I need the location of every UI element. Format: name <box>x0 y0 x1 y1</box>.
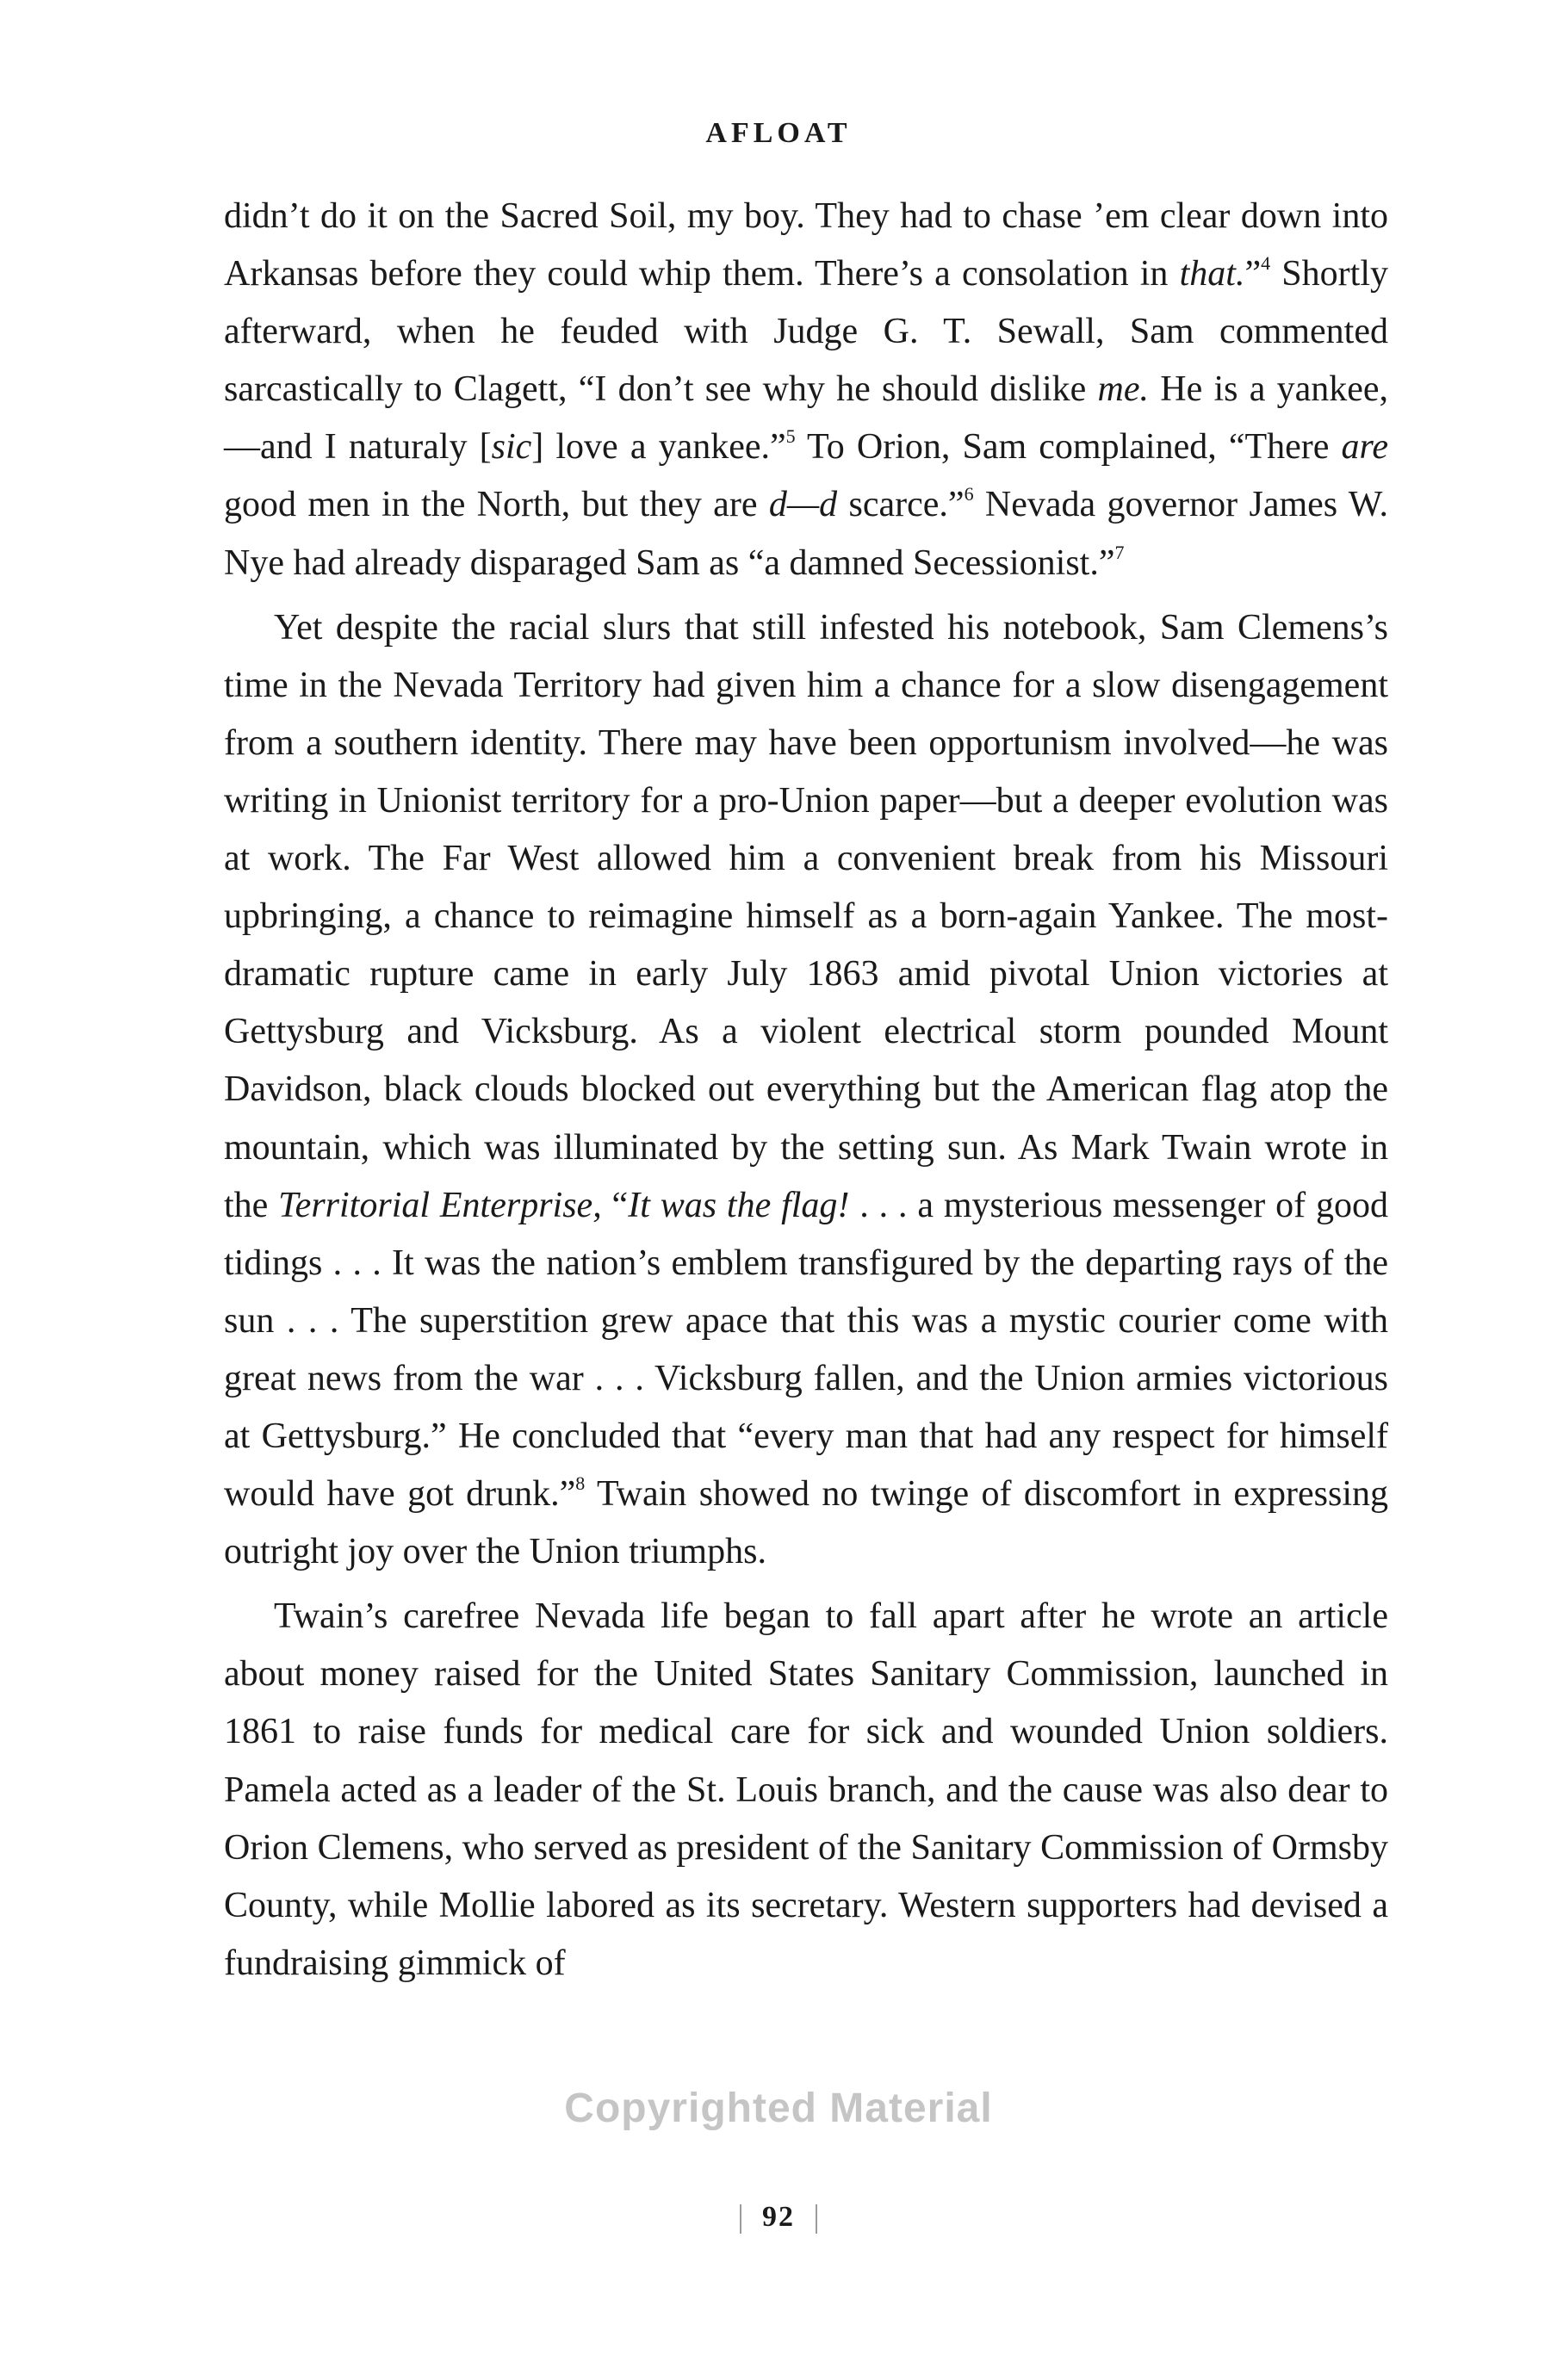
italic-run: Territorial Enterprise, <box>278 1185 602 1225</box>
text-run: . . . a mysterious messenger of good tidings . . . It was the nation’s emblem transfigured by the departing rays of the sun . . . The superstition grew apace that this was a mystic courier come with great news from the war . . . Vicksburg fallen, and the Union armies victorious at Gettysburg.” He concluded that “every man that had any respect for himself would have got drunk.” <box>224 1185 1388 1515</box>
copyright-watermark: Copyrighted Material <box>564 2086 993 2131</box>
paragraph-2 <box>224 599 1388 1582</box>
text-run: scarce.” <box>837 485 965 525</box>
text-run: Yet despite the racial slurs that still infested his notebook, Sam Clemens’s time in the Nevada Territory had given him a chance for a slow disengagement from a southern identity. There may have been opportunism involved—he was writing in Unionist territory for a pro-Union paper—but a deeper evolution was at work. The Far West allowed him a convenient break from his Missouri upbringing, a chance to reimagine himself as a born-again Yankee. The most-dramatic rupture came in early July 1863 amid pivotal Union victories at Gettysburg and Vicksburg. As a violent electrical storm pounded Mount Davidson, black clouds blocked out everything but the American flag atop the mountain, which was illuminated by the setting sun. As Mark Twain wrote in the <box>224 607 1388 1225</box>
text-run: good men in the North, but they are <box>224 485 769 525</box>
text-run: ] love a yankee.” <box>531 427 786 468</box>
running-head: AFLOAT <box>705 117 852 149</box>
italic-run: d—d <box>768 485 838 525</box>
text-run: Twain’s carefree Nevada life began to fall apart after he wrote an article about money raised for the United States Sanitary Commission, launched in 1861 to raise funds for medical care for sick and wounded Union soldiers. Pamela acted as a leader of the St. Louis branch, and the cause was also dear to Orion Clemens, who served as president of the Sanitary Commission of Ormsby County, while Mollie labored as its secretary. Western supporters had devised a fundraising gimmick of <box>224 1596 1388 1983</box>
folio-rule-right <box>816 2204 817 2234</box>
footnote-ref: 7 <box>1114 541 1125 563</box>
text-run: To Orion, Sam complained, “There <box>795 427 1342 468</box>
page-number-text: 92 <box>762 2201 795 2233</box>
italic-run: that. <box>1179 254 1245 294</box>
page-number <box>0 2201 1557 2234</box>
footnote-ref: 8 <box>575 1472 586 1495</box>
italic-run: It was the flag! <box>628 1185 850 1225</box>
text-run: Nevada governor James W. Nye had already disparaged Sam as “a damned Secessionist.” <box>224 485 1388 583</box>
folio-rule-left <box>740 2204 741 2234</box>
text-run: “ <box>601 1185 629 1225</box>
body-text <box>224 188 1388 1993</box>
footnote-ref: 6 <box>964 483 974 505</box>
italic-run: are <box>1341 427 1388 468</box>
paragraph-3 <box>224 1588 1388 1993</box>
footnote-ref: 5 <box>785 425 796 448</box>
italic-run: me. <box>1097 369 1149 410</box>
text-run: didn’t do it on the Sacred Soil, my boy. They had to chase ’em clear down into Arkansas before they could whip them. There’s a consolation in <box>224 196 1388 294</box>
text-run: Shortly afterward, when he feuded with Judge G. T. Sewall, Sam commented sarcastically to Clagett, “I don’t see why he should dislike <box>224 254 1388 410</box>
text-run: He is a yankee,—and I naturaly [ <box>224 369 1388 468</box>
text-run: Twain showed no twinge of discomfort in expressing outright joy over the Union triumphs. <box>224 1474 1388 1572</box>
text-run: ” <box>1244 254 1262 294</box>
paragraph-1 <box>224 188 1388 592</box>
italic-run: sic <box>491 427 532 468</box>
footnote-ref: 4 <box>1261 252 1271 275</box>
